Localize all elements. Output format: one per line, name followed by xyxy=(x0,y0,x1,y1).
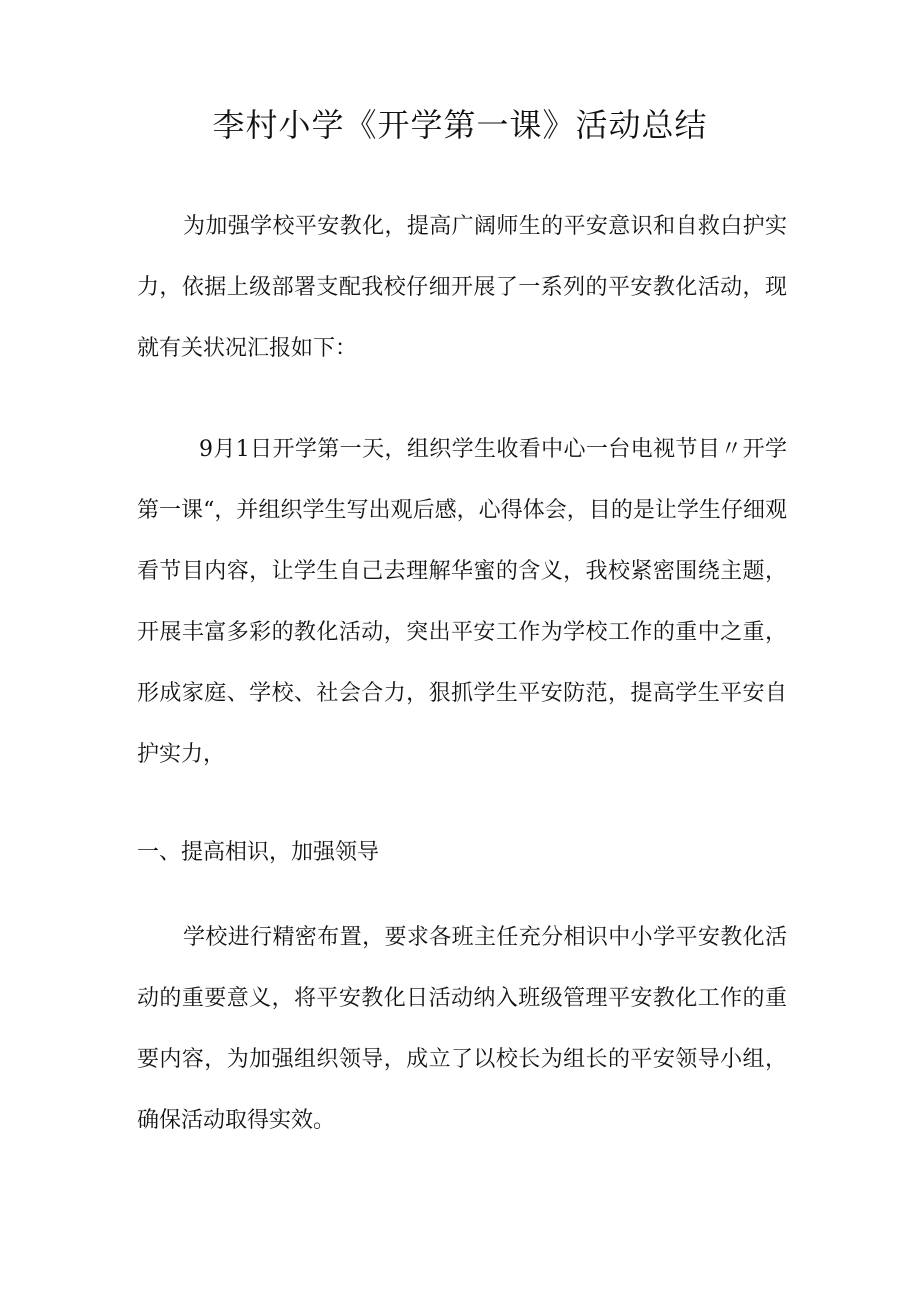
section-paragraph: 学校进行精密布置，要求各班主任充分相识中小学平安教化活动的重要意义，将平安教化日活动纳入班级管理平安教化工作的重要内容，为加强组织领导，成立了以校长为组长的平安领导小组，确保活动取得实效。 xyxy=(137,925,787,1133)
first-day-paragraph: 9月1日开学第一天，组织学生收看中心一台电视节目〃开学第一课“，并组织学生写出观后感，心得体会，目的是让学生仔细观看节目内容，让学生自己去理解华蜜的含义，我校紧密围绕主题，开展丰富多彩的教化活动，突出平安工作为学校工作的重中之重，形成家庭、学校、社会合力，狠抓学生平安防范，提高学生平安自护实力， xyxy=(137,437,787,767)
document-title: 李村小学《开学第一课》活动总结 xyxy=(212,106,708,144)
intro-paragraph: 为加强学校平安教化，提高广阔师生的平安意识和自救白护实力，依据上级部署支配我校仔细开展了一系列的平安教化活动，现就有关状况汇报如下： xyxy=(137,214,787,361)
section-heading: 一、提高相识，加强领导 xyxy=(137,840,380,865)
